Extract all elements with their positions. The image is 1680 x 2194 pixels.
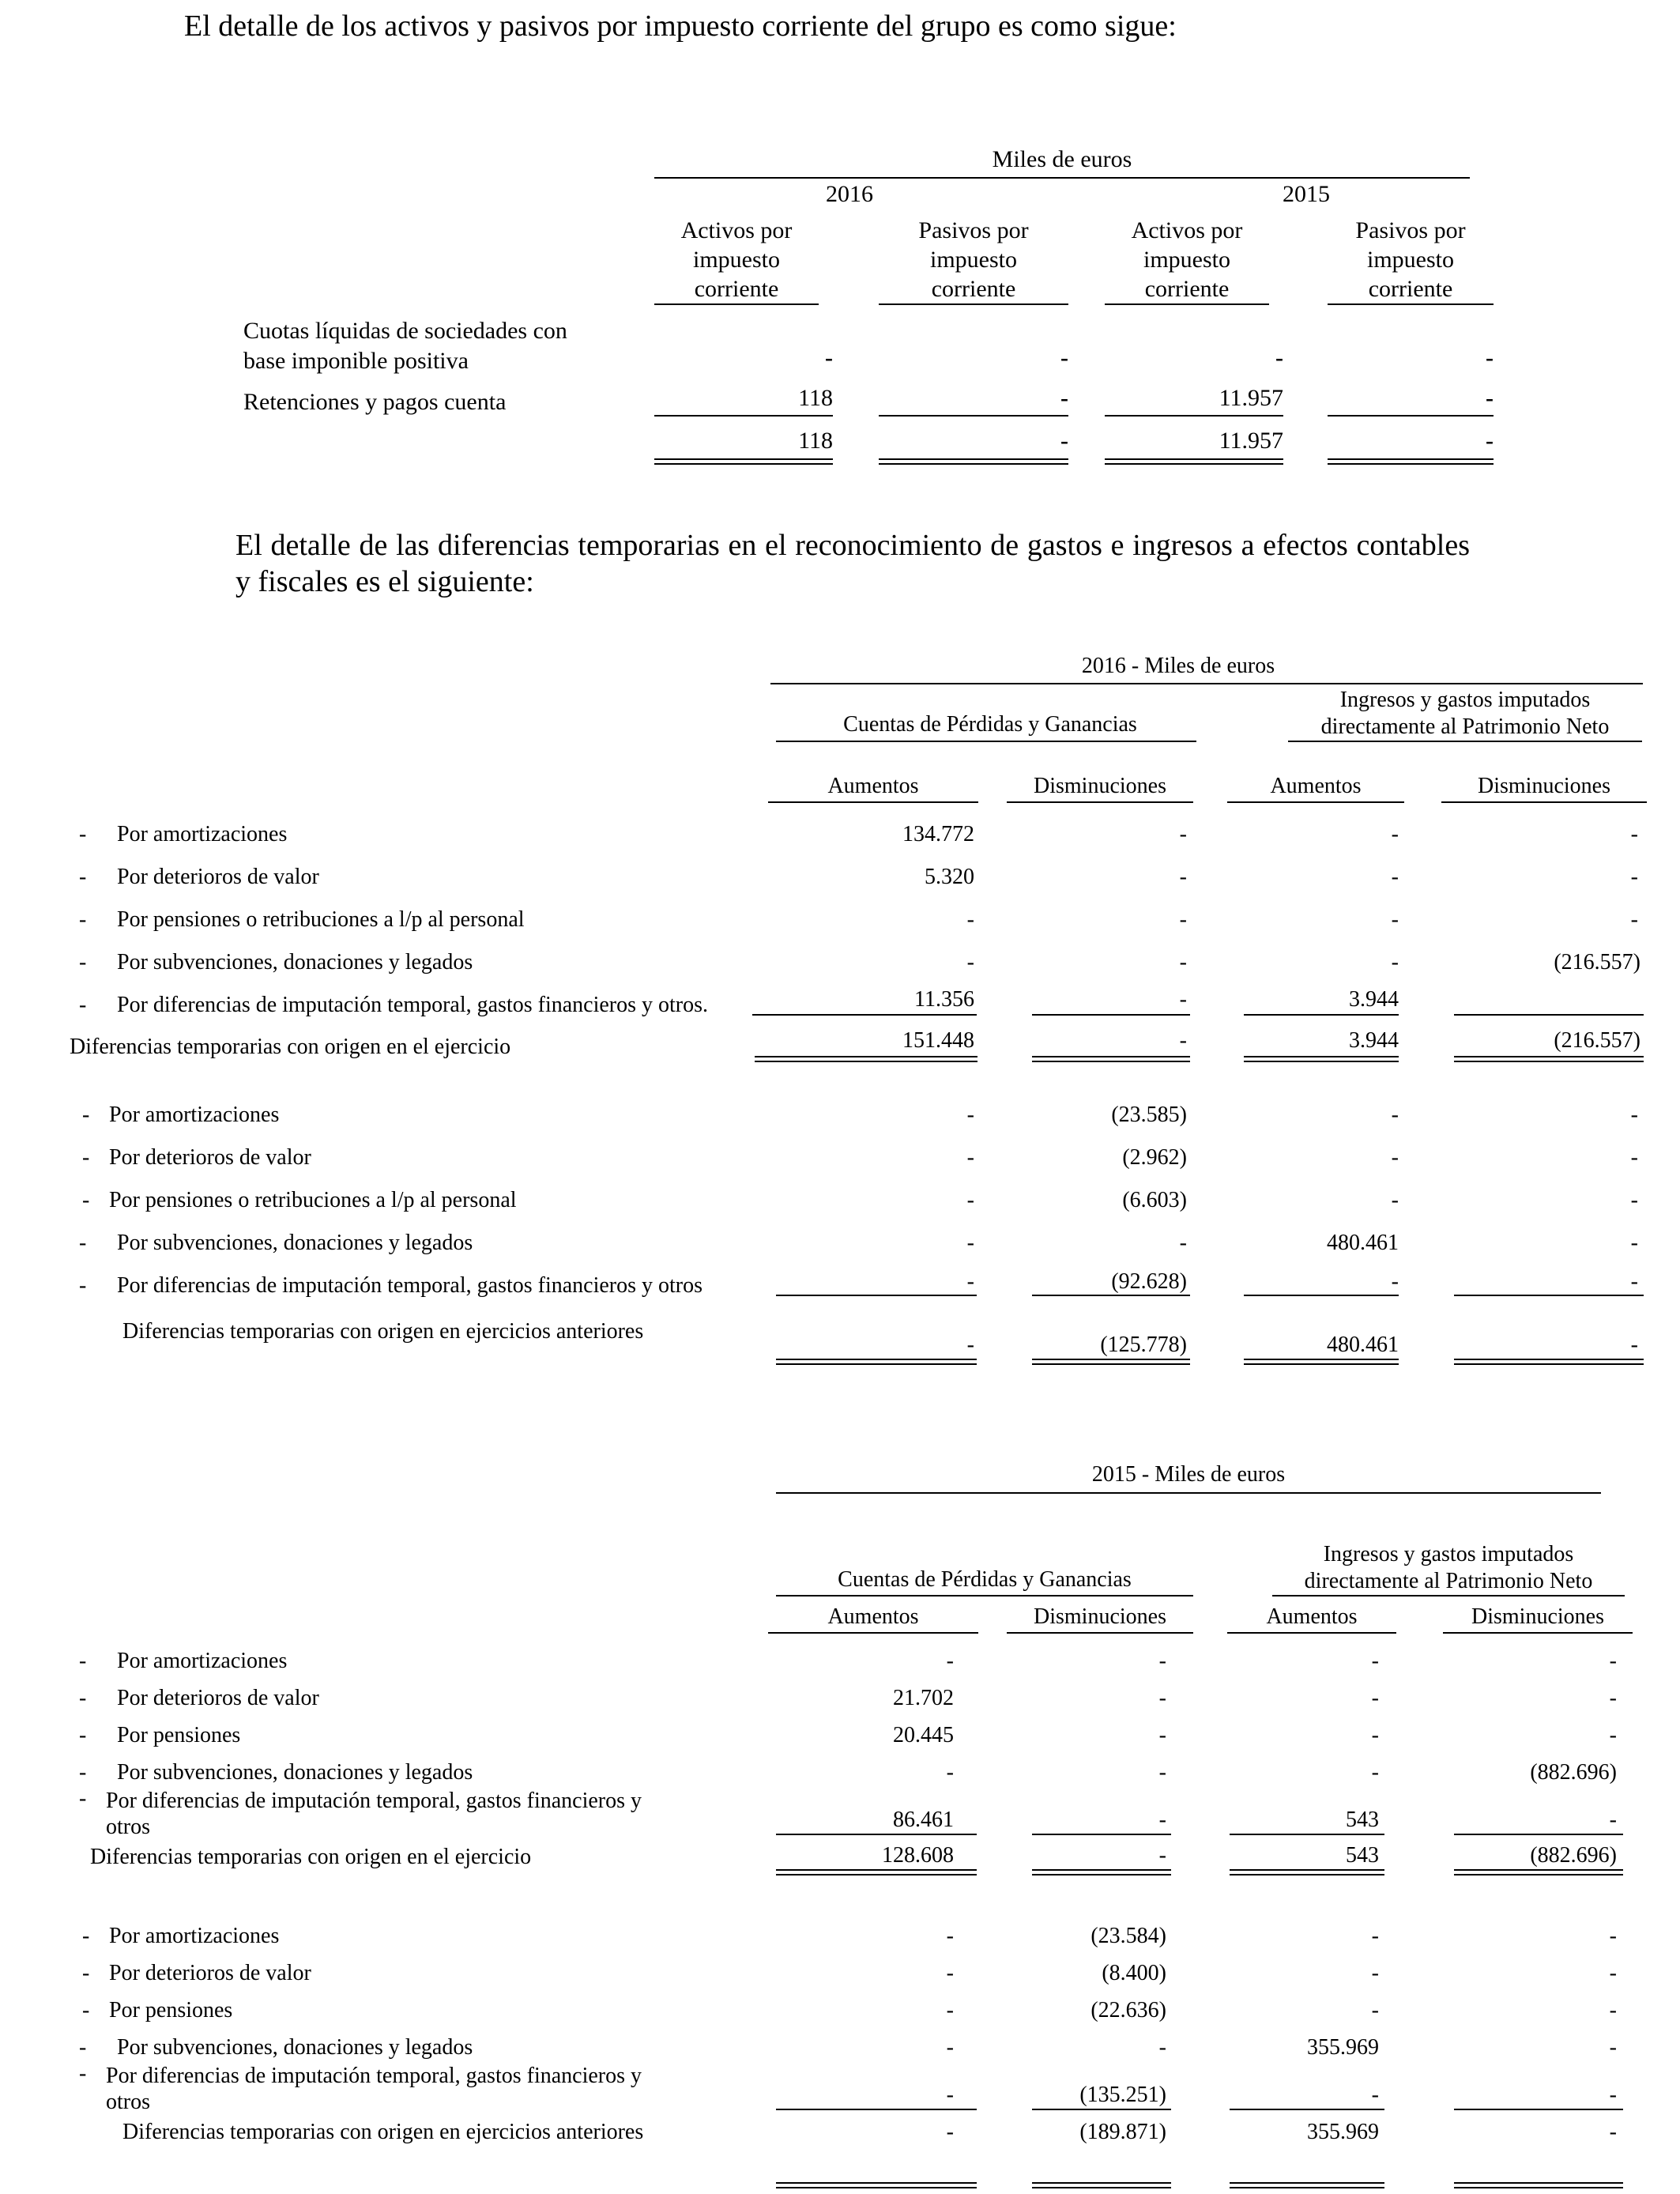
subtotal-rule [1230, 1834, 1384, 1835]
subtotal-rule [752, 1014, 977, 1016]
cell: - [946, 1760, 954, 1785]
cell: (22.636) [1090, 1998, 1166, 2022]
row-bullet: - [79, 1686, 87, 1710]
row-bullet: - [82, 1924, 90, 1948]
group-header-patrimonio: Ingresos y gastos imputados directamente al Patrimonio Neto [1320, 688, 1610, 739]
row-bullet: - [82, 1961, 90, 1985]
cell: - [1391, 1103, 1399, 1127]
cell: (882.696) [1530, 1843, 1617, 1868]
row-bullet: - [79, 950, 87, 974]
title-rule [776, 1492, 1601, 1494]
cell: - [1371, 1924, 1379, 1948]
cell: - [1158, 1723, 1166, 1747]
cell: - [1158, 2035, 1166, 2060]
cell: - [1179, 822, 1187, 846]
table-title: 2015 - Miles de euros [1091, 1462, 1286, 1487]
col-header-aumentos-pyg: Aumentos [827, 1604, 919, 1629]
group-header-pyg: Cuentas de Pérdidas y Ganancias [838, 1567, 1132, 1592]
cell: 86.461 [893, 1808, 954, 1832]
subtotal-rule [776, 1834, 977, 1835]
subtotal-rule [1105, 415, 1283, 417]
cell: - [1609, 2083, 1617, 2107]
cell: - [1158, 1649, 1166, 1673]
row-label: Por deterioros de valor [117, 1686, 319, 1710]
total-double-rule [1454, 1359, 1644, 1365]
subtotal-rule [776, 2109, 977, 2110]
group-header-patrimonio: Ingresos y gastos imputados directamente al Patrimonio Neto [1304, 1542, 1593, 1593]
row-label: Por subvenciones, donaciones y legados [117, 950, 473, 974]
cell: - [966, 1145, 974, 1170]
cell: (882.696) [1530, 1760, 1617, 1785]
col-rule [768, 1632, 978, 1634]
unit-header-rule [654, 177, 1470, 179]
cell: - [1609, 1961, 1617, 1985]
row-bullet: - [79, 865, 87, 889]
subtotal-rule [1032, 1295, 1190, 1296]
total-double-rule [776, 1869, 977, 1875]
cell: - [1609, 1998, 1617, 2022]
row-bullet: - [79, 1231, 87, 1255]
row-bullet: - [79, 1273, 87, 1298]
cell: - [1179, 865, 1187, 889]
row-label: Por diferencias de imputación temporal, gastos financieros y otros. [117, 993, 709, 1017]
cell: - [1371, 1961, 1379, 1985]
total-double-rule [1032, 1359, 1190, 1365]
cell: 11.957 [1219, 385, 1283, 411]
cell: (23.584) [1090, 1924, 1166, 1948]
total-double-rule [1328, 458, 1494, 465]
cell: - [1486, 345, 1494, 371]
cell: 5.320 [925, 865, 974, 889]
cell: - [1609, 2035, 1617, 2060]
cell: - [1630, 907, 1638, 932]
unit-header: Miles de euros [992, 146, 1132, 172]
col-header-activos-2016: Activos por impuesto corriente [680, 217, 793, 302]
cell: - [1371, 1998, 1379, 2022]
cell: - [1609, 1723, 1617, 1747]
title-rule [770, 683, 1643, 684]
intro-paragraph-2: El detalle de las diferencias temporarias en el reconocimiento de gastos e ingresos a efectos contables y fiscales es el siguiente: [235, 529, 1470, 598]
cell: - [1630, 1145, 1638, 1170]
cell: - [1630, 1231, 1638, 1255]
total-double-rule [1032, 2182, 1171, 2188]
row-label: Por deterioros de valor [117, 865, 319, 889]
row-label: Por pensiones o retribuciones a l/p al personal [109, 1188, 517, 1212]
cell: (216.557) [1554, 950, 1640, 974]
group-rule [1288, 741, 1642, 742]
row-label: Diferencias temporarias con origen en el ejercicio [90, 1845, 532, 1869]
subtotal-rule [879, 415, 1068, 417]
cell: - [1486, 428, 1494, 454]
cell: - [1391, 865, 1399, 889]
cell: 21.702 [893, 1686, 954, 1710]
cell: 134.772 [902, 822, 974, 846]
row-bullet: - [79, 993, 87, 1017]
col-rule [1227, 801, 1404, 803]
col-rule [879, 303, 1068, 305]
subtotal-rule [1230, 2109, 1384, 2110]
group-rule [776, 1595, 1193, 1596]
cell: - [1630, 1188, 1638, 1212]
year-2015-header: 2015 [1283, 181, 1330, 207]
group-rule [1272, 1595, 1625, 1596]
cell: 543 [1346, 1808, 1379, 1832]
cell: - [1609, 2120, 1617, 2144]
cell: - [946, 2083, 954, 2107]
row-bullet: - [82, 1188, 90, 1212]
cell: 118 [798, 428, 833, 454]
cell: 355.969 [1307, 2120, 1379, 2144]
cell: 11.957 [1219, 428, 1283, 454]
row-bullet: - [79, 2061, 87, 2086]
cell: - [946, 1649, 954, 1673]
row-label: Por amortizaciones [117, 822, 288, 846]
row-bullet: - [82, 1998, 90, 2022]
cell: - [1179, 987, 1187, 1012]
subtotal-rule [654, 415, 833, 417]
cell: - [946, 2035, 954, 2060]
total-double-rule [1230, 2182, 1384, 2188]
col-header-disminuciones-pyg: Disminuciones [1034, 1604, 1166, 1629]
col-header-pasivos-2015: Pasivos por impuesto corriente [1355, 217, 1466, 302]
row-label: Por subvenciones, donaciones y legados [117, 2035, 473, 2060]
total-double-rule [776, 2182, 977, 2188]
subtotal-rule [1328, 415, 1494, 417]
total-double-rule [1244, 1056, 1399, 1062]
row-bullet: - [82, 1145, 90, 1170]
row-label: Cuotas líquidas de sociedades con base imponible positiva [243, 318, 567, 374]
cell: - [1371, 1723, 1379, 1747]
group-header-pyg: Cuentas de Pérdidas y Ganancias [843, 712, 1137, 737]
cell: - [1179, 907, 1187, 932]
col-rule [1227, 1632, 1396, 1634]
cell: - [1391, 950, 1399, 974]
cell: - [1609, 1924, 1617, 1948]
cell: 151.448 [902, 1028, 974, 1053]
cell: - [1060, 428, 1068, 454]
col-rule [1441, 801, 1647, 803]
cell: - [1158, 1686, 1166, 1710]
total-double-rule [1244, 1359, 1399, 1365]
cell: - [1391, 1269, 1399, 1294]
cell: - [946, 1961, 954, 1985]
cell: - [966, 1333, 974, 1357]
row-bullet: - [79, 2035, 87, 2060]
total-double-rule [1032, 1869, 1171, 1875]
row-label: Por diferencias de imputación temporal, gastos financieros y otros [106, 1789, 642, 1839]
table-title: 2016 - Miles de euros [1081, 654, 1275, 678]
cell: - [1630, 1333, 1638, 1357]
total-double-rule [1032, 1056, 1190, 1062]
cell: - [1060, 385, 1068, 411]
col-header-disminuciones-pn: Disminuciones [1471, 1604, 1604, 1629]
row-label: Por subvenciones, donaciones y legados [117, 1760, 473, 1785]
row-bullet: - [79, 907, 87, 932]
cell: - [966, 1231, 974, 1255]
cell: - [825, 345, 833, 371]
total-double-rule [879, 458, 1068, 465]
col-header-aumentos-pn: Aumentos [1266, 1604, 1358, 1629]
cell: 11.356 [914, 987, 974, 1012]
cell: - [1609, 1686, 1617, 1710]
cell: - [1158, 1808, 1166, 1832]
total-double-rule [1454, 2182, 1623, 2188]
cell: - [1391, 907, 1399, 932]
cell: (23.585) [1111, 1103, 1187, 1127]
cell: - [1630, 1269, 1638, 1294]
total-double-rule [1105, 458, 1283, 465]
cell: 355.969 [1307, 2035, 1379, 2060]
cell: (92.628) [1111, 1269, 1187, 1294]
col-rule [1443, 1632, 1633, 1634]
cell: - [1371, 1760, 1379, 1785]
row-label: Retenciones y pagos cuenta [243, 389, 507, 415]
cell: (8.400) [1102, 1961, 1166, 1985]
cell: - [966, 1269, 974, 1294]
cell: 480.461 [1327, 1231, 1399, 1255]
row-label: Por amortizaciones [109, 1103, 280, 1127]
col-header-activos-2015: Activos por impuesto corriente [1131, 217, 1243, 302]
row-label: Por amortizaciones [109, 1924, 280, 1948]
cell: (189.871) [1079, 2120, 1166, 2144]
subtotal-rule [776, 1295, 977, 1296]
cell: (125.778) [1100, 1333, 1187, 1357]
row-bullet: - [79, 1723, 87, 1747]
col-header-aumentos-pyg: Aumentos [827, 774, 919, 798]
cell: (6.603) [1122, 1188, 1187, 1212]
row-label: Por diferencias de imputación temporal, gastos financieros y otros [106, 2064, 642, 2114]
year-2016-header: 2016 [826, 181, 873, 207]
cell: - [1391, 1145, 1399, 1170]
cell: - [1391, 1188, 1399, 1212]
col-header-pasivos-2016: Pasivos por impuesto corriente [918, 217, 1029, 302]
subtotal-rule [1032, 1014, 1190, 1016]
col-rule [1007, 801, 1193, 803]
cell: - [1179, 950, 1187, 974]
cell: - [946, 2120, 954, 2144]
cell: 543 [1346, 1843, 1379, 1868]
cell: - [1179, 1028, 1187, 1053]
row-label: Por deterioros de valor [109, 1145, 311, 1170]
cell: - [966, 907, 974, 932]
subtotal-rule [1454, 1014, 1644, 1016]
row-label: Diferencias temporarias con origen en ejercicios anteriores [122, 2120, 644, 2144]
row-label: Diferencias temporarias con origen en ejercicios anteriores [122, 1319, 644, 1344]
cell: - [966, 950, 974, 974]
cell: - [946, 1924, 954, 1948]
total-double-rule [1454, 1056, 1644, 1062]
cell: (216.557) [1554, 1028, 1640, 1053]
cell: - [1630, 1103, 1638, 1127]
cell: - [1630, 865, 1638, 889]
cell: - [1179, 1231, 1187, 1255]
total-double-rule [1454, 1869, 1623, 1875]
cell: 128.608 [882, 1843, 954, 1868]
row-bullet: - [79, 1786, 87, 1811]
col-rule [1105, 303, 1269, 305]
row-label: Por deterioros de valor [109, 1961, 311, 1985]
cell: - [966, 1188, 974, 1212]
cell: - [1060, 345, 1068, 371]
cell: - [1609, 1808, 1617, 1832]
row-label: Por pensiones [109, 1998, 233, 2022]
subtotal-rule [1454, 1834, 1623, 1835]
cell: 20.445 [893, 1723, 954, 1747]
subtotal-rule [1244, 1295, 1399, 1296]
total-double-rule [755, 1056, 977, 1062]
row-label: Por pensiones o retribuciones a l/p al personal [117, 907, 525, 932]
row-bullet: - [79, 822, 87, 846]
cell: - [966, 1103, 974, 1127]
cell: - [1609, 1649, 1617, 1673]
total-double-rule [654, 458, 833, 465]
cell: 480.461 [1327, 1333, 1399, 1357]
cell: 118 [798, 385, 833, 411]
row-label: Por subvenciones, donaciones y legados [117, 1231, 473, 1255]
intro-paragraph-1: El detalle de los activos y pasivos por impuesto corriente del grupo es como sigue: [184, 9, 1177, 43]
cell: 3.944 [1349, 987, 1399, 1012]
total-double-rule [1230, 1869, 1384, 1875]
col-header-aumentos-pn: Aumentos [1270, 774, 1362, 798]
col-header-disminuciones-pyg: Disminuciones [1034, 774, 1166, 798]
subtotal-rule [1032, 2109, 1171, 2110]
col-rule [1007, 1632, 1193, 1634]
cell: - [946, 1998, 954, 2022]
cell: - [1371, 2083, 1379, 2107]
subtotal-rule [1454, 1295, 1644, 1296]
subtotal-rule [1244, 1014, 1399, 1016]
total-double-rule [776, 1359, 977, 1365]
cell: - [1275, 345, 1283, 371]
row-bullet: - [79, 1760, 87, 1785]
row-label: Diferencias temporarias con origen en el ejercicio [70, 1035, 511, 1059]
col-header-disminuciones-pn: Disminuciones [1478, 774, 1610, 798]
cell: - [1391, 822, 1399, 846]
col-rule [768, 801, 978, 803]
group-rule [776, 741, 1196, 742]
subtotal-rule [1454, 2109, 1623, 2110]
row-label: Por amortizaciones [117, 1649, 288, 1673]
row-label: Por pensiones [117, 1723, 241, 1747]
cell: - [1371, 1649, 1379, 1673]
cell: - [1630, 822, 1638, 846]
col-rule [1328, 303, 1494, 305]
col-rule [654, 303, 819, 305]
cell: - [1158, 1760, 1166, 1785]
cell: - [1486, 385, 1494, 411]
row-bullet: - [82, 1103, 90, 1127]
cell: (135.251) [1079, 2083, 1166, 2107]
row-bullet: - [79, 1649, 87, 1673]
cell: 3.944 [1349, 1028, 1399, 1053]
cell: - [1158, 1843, 1166, 1868]
cell: - [1371, 1686, 1379, 1710]
cell: (2.962) [1122, 1145, 1187, 1170]
row-label: Por diferencias de imputación temporal, gastos financieros y otros [117, 1273, 703, 1298]
subtotal-rule [1032, 1834, 1171, 1835]
